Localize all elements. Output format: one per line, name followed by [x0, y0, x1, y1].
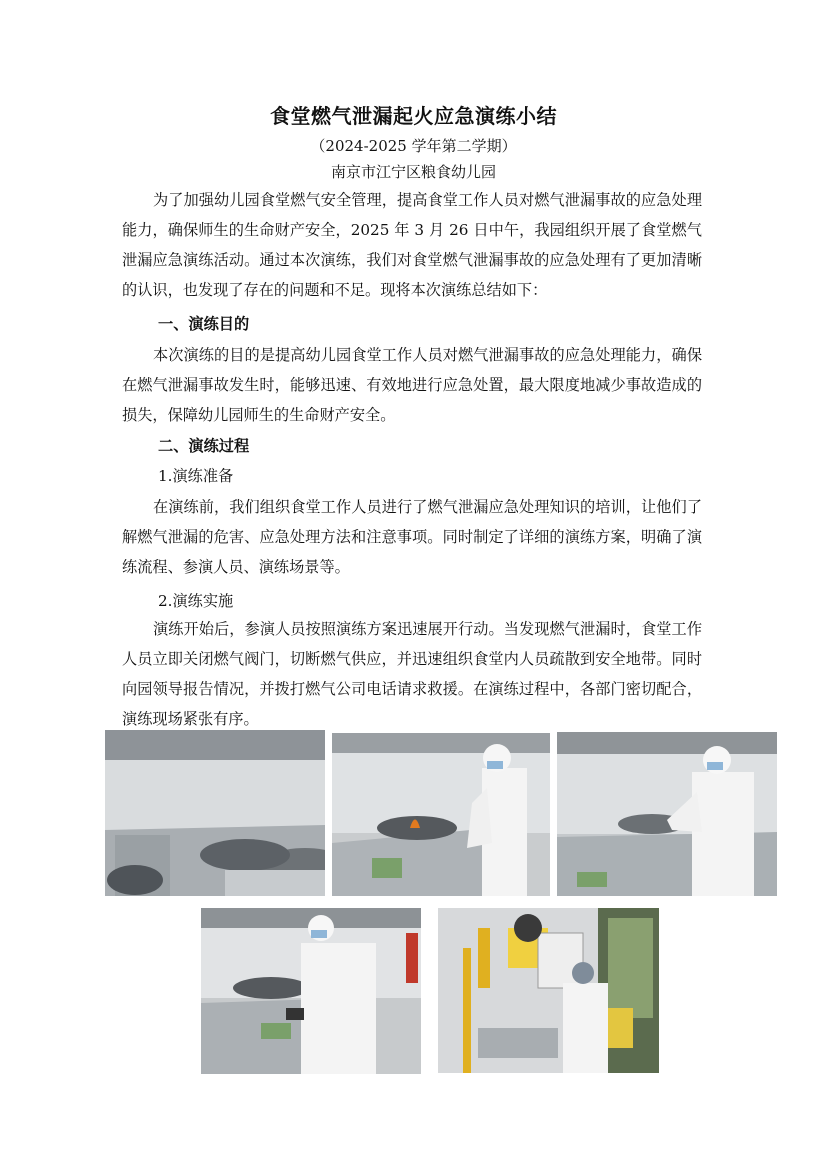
subheading-preparation: 1.演练准备: [158, 467, 234, 485]
preparation-paragraph: 在演练前，我们组织食堂工作人员进行了燃气泄漏应急处理知识的培训，让他们了解燃气泄漏的危害、应急处理方法和注意事项。同时制定了详细的演练方案，明确了演练流程、参演人员、演练场景等。: [122, 498, 702, 576]
drill-photo-flame: [332, 733, 550, 896]
school-name: 南京市江宁区粮食幼儿园: [330, 163, 496, 181]
drill-photo-covering: [557, 732, 777, 896]
section-heading-process: 二、演练过程: [158, 437, 250, 455]
intro-paragraph: 为了加强幼儿园食堂燃气安全管理，提高食堂工作人员对燃气泄漏事故的应急处理能力，确保师生的生命财产安全，2025 年 3 月 26 日中午，我园组织开展了食堂燃气泄漏应急演练活动。通过本次演练，我们对食堂燃气泄漏事故的应急处理有了更加清晰的认识，也发现了存在的问题和不足。现将本次演练总结如下：: [122, 191, 702, 299]
purpose-paragraph: 本次演练的目的是提高幼儿园食堂工作人员对燃气泄漏事故的应急处理能力，确保在燃气泄漏事故发生时，能够迅速、有效地进行应急处置，最大限度地减少事故造成的损失，保障幼儿园师生的生命财产安全。: [122, 346, 702, 424]
implementation-paragraph: 演练开始后，参演人员按照演练方案迅速展开行动。当发现燃气泄漏时，食堂工作人员立即关闭燃气阀门，切断燃气供应，并迅速组织食堂内人员疏散到安全地带。同时向园领导报告情况，并拨打燃气公司电话请求救援。在演练过程中，各部门密切配合，演练现场紧张有序。: [122, 620, 702, 728]
drill-photo-valve: [201, 908, 421, 1074]
document-title: 食堂燃气泄漏起火应急演练小结: [270, 104, 557, 128]
subheading-implementation: 2.演练实施: [158, 592, 234, 610]
drill-photo-stoves: [105, 730, 325, 896]
drill-photo-window: [438, 908, 659, 1073]
semester-line: （2024-2025 学年第二学期）: [310, 137, 517, 155]
section-heading-purpose: 一、演练目的: [158, 315, 250, 333]
